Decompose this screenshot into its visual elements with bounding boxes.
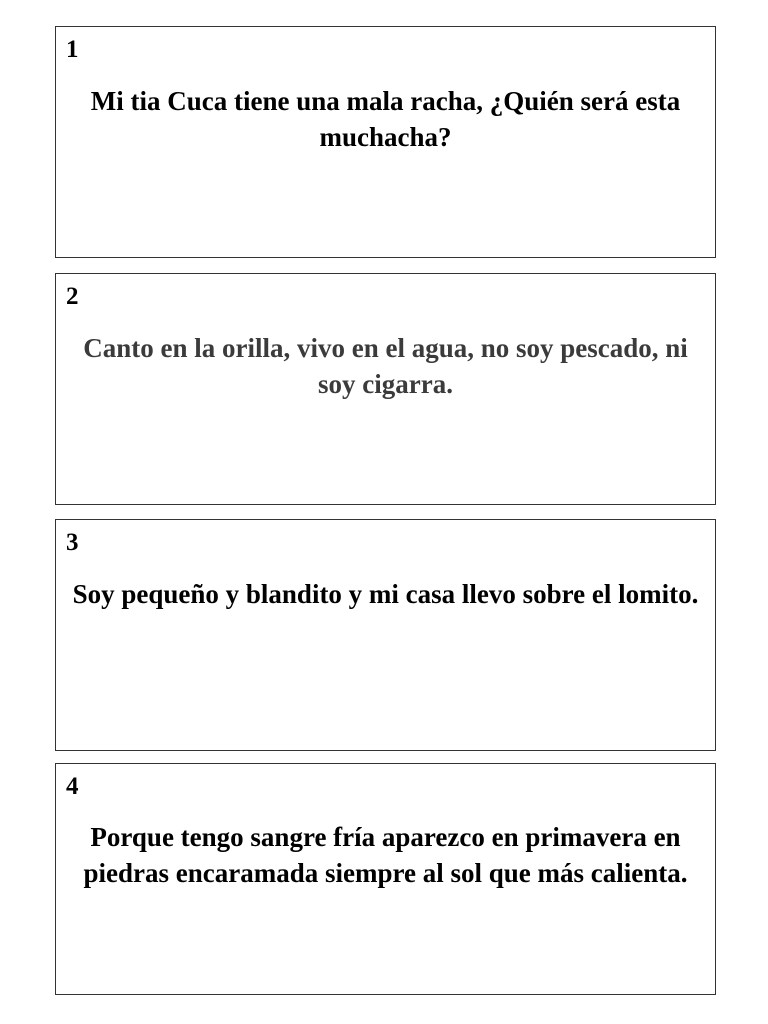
riddle-text: Soy pequeño y blandito y mi casa llevo sobre el lomito. — [72, 579, 699, 609]
riddle-card-4 — [55, 763, 716, 995]
riddle-card-2 — [55, 273, 716, 505]
card-number: 2 — [66, 283, 79, 310]
riddle-text: Porque tengo sangre fría aparezco en primavera en piedras encaramada siempre al sol que más calienta. — [83, 822, 688, 888]
card-number: 3 — [66, 529, 79, 556]
riddle-card-1 — [55, 26, 716, 258]
card-number: 1 — [66, 36, 79, 63]
card-number: 4 — [66, 773, 79, 800]
riddle-text: Mi tia Cuca tiene una mala racha, ¿Quién será esta muchacha? — [90, 86, 681, 152]
riddle-text: Canto en la orilla, vivo en el agua, no soy pescado, ni soy cigarra. — [83, 333, 688, 399]
riddle-card-3 — [55, 519, 716, 751]
